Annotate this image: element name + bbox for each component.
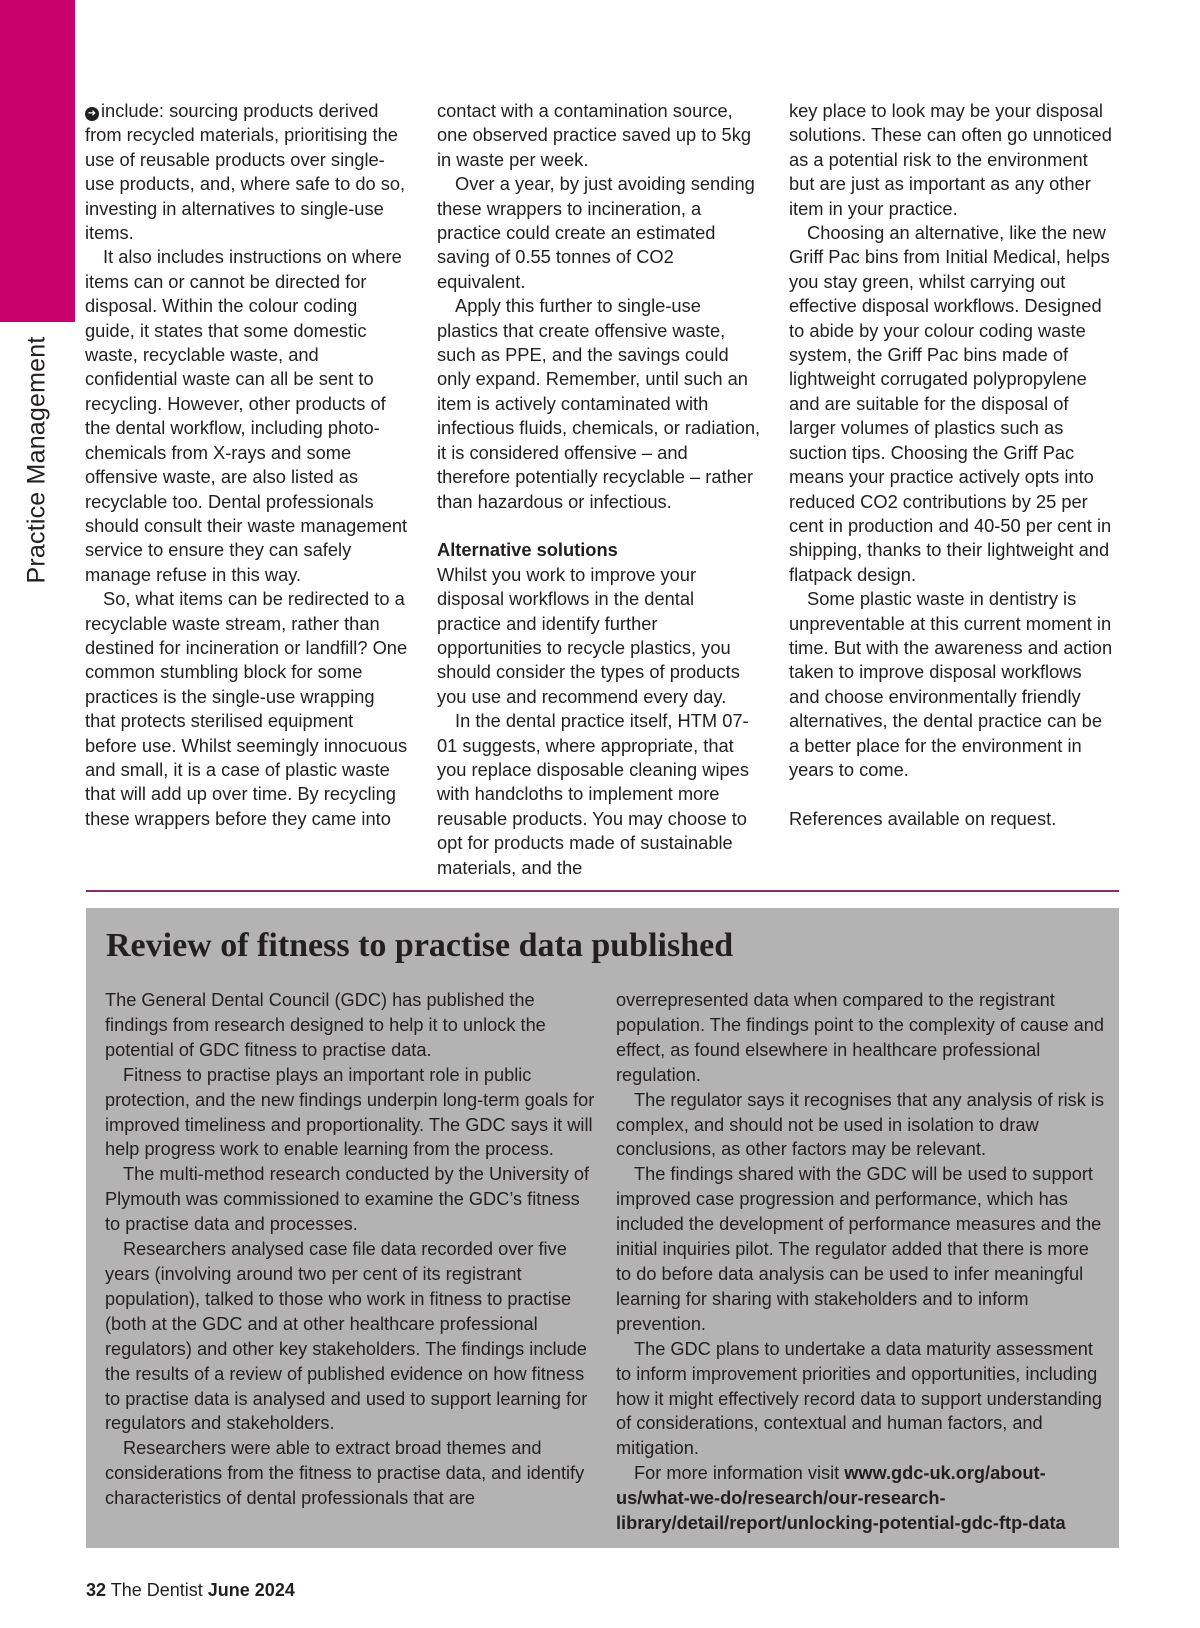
- paragraph: Researchers were able to extract broad themes and considerations from the fitness to practise data, and identify characteristics of dental professionals that are: [105, 1438, 585, 1509]
- paragraph: Fitness to practise plays an important role in public protection, and the new findings underpin long-term goals for improved timeliness and proportionality. The GDC says it will help progress work to enable learning from the process.: [105, 1064, 595, 1160]
- paragraph: So, what items can be redirected to a recyclable waste stream, rather than destined for incineration or landfill? One common stumbling block for some practices is the single-use wrapping that protects sterilised equipment before use. Whilst seemingly innocuous and small, it is a case of plastic waste that will add up over time. By recycling these wrappers before they came into: [85, 588, 408, 829]
- news-box-title: Review of fitness to practise data published: [106, 927, 734, 964]
- article-column-1: [85, 99, 410, 831]
- page-number: 32: [86, 1580, 107, 1600]
- paragraph: In the dental practice itself, HTM 07-01 suggests, where appropriate, that you replace disposable cleaning wipes with handcloths to implement more reusable products. You may choose to opt for products made of sustainable materials, and the: [437, 710, 749, 878]
- paragraph: Apply this further to single-use plastics that create offensive waste, such as PPE, and the savings could only expand. Remember, until such an item is actively contaminated with infectious fluids, chemicals, or radiation, it is considered offensive – and therefore potentially recyclable – rather than hazardous or infectious.: [437, 295, 761, 512]
- paragraph: The General Dental Council (GDC) has published the findings from research designed to help it to unlock the potential of GDC fitness to practise data.: [105, 990, 546, 1060]
- paragraph: Whilst you work to improve your disposal workflows in the dental practice and identify further opportunities to recycle plastics, you should consider the types of products you use and recommend every day.: [437, 563, 740, 707]
- publication-name: The Dentist: [110, 1580, 203, 1600]
- more-info-paragraph: For more information visit www.gdc-uk.org/about-us/what-we-do/research/our-research-library/detail/report/unlocking-potential-gdc-ftp-data: [616, 1463, 1066, 1534]
- paragraph: The regulator says it recognises that any analysis of risk is complex, and should not be used in isolation to draw conclusions, as other factors may be relevant.: [616, 1089, 1105, 1160]
- paragraph: The multi-method research conducted by the University of Plymouth was commissioned to examine the GDC’s fitness to practise data and processes.: [105, 1164, 590, 1235]
- section-divider: [86, 890, 1119, 892]
- paragraph: Choosing an alternative, like the new Griff Pac bins from Initial Medical, helps you stay green, whilst carrying out effective disposal workflows. Designed to abide by your colour coding waste system, the Griff Pac bins made of lightweight corrugated polypropylene and are suitable for the disposal of larger volumes of plastics such as suction tips. Choosing the Griff Pac means your practice actively opts into reduced CO2 contributions by 25 per cent in production and 40-50 per cent in shipping, thanks to their lightweight and flatpack design.: [789, 222, 1112, 585]
- paragraph: ➜ include: sourcing products derived from recycled materials, prioritising the use of reusable products over single-use products, and, where safe to do so, investing in alternatives to single-use items.: [85, 100, 406, 244]
- more-info-link[interactable]: www.gdc-uk.org/about-us/what-we-do/research/our-research-library/detail/report/unlocking-potential-gdc-ftp-data: [616, 1463, 1066, 1534]
- news-column-2: [616, 988, 1106, 1536]
- news-column-1: [105, 988, 595, 1511]
- paragraph: Some plastic waste in dentistry is unpreventable at this current moment in time. But with the awareness and action taken to improve disposal workflows and choose environmentally friendly alternatives, the dental practice can be a better place for the environment in years to come.: [789, 588, 1113, 780]
- news-box: [86, 908, 1119, 1548]
- page-folio: [86, 1580, 295, 1601]
- section-label: Practice Management: [22, 336, 51, 584]
- section-color-bar: [0, 0, 75, 322]
- subheading: Alternative solutions: [437, 539, 618, 561]
- paragraph: key place to look may be your disposal solutions. These can often go unnoticed as a potential risk to the environment but are just as important as any other item in your practice.: [789, 100, 1112, 219]
- issue-date: June 2024: [207, 1580, 295, 1600]
- paragraph: Over a year, by just avoiding sending these wrappers to incineration, a practice could create an estimated saving of 0.55 tonnes of CO2 equivalent.: [437, 173, 755, 292]
- references-note: References available on request.: [789, 807, 1057, 829]
- paragraph: It also includes instructions on where items can or cannot be directed for disposal. Within the colour coding guide, it states that some domestic waste, recyclable waste, and confidential waste can all be sent to recycling. However, other products of the dental workflow, including photo-chemicals from X-rays and some offensive waste, are also listed as recyclable too. Dental professionals should consult their waste management service to ensure they can safely manage refuse in this way.: [85, 246, 408, 585]
- continued-arrow-icon: ➜: [85, 107, 99, 121]
- paragraph: The findings shared with the GDC will be used to support improved case progression and performance, which has included the development of performance measures and the initial inquiries pilot. The regulator added that there is more to do before data analysis can be used to infer meaningful learning for sharing with stakeholders and to inform prevention.: [616, 1164, 1102, 1334]
- article-column-3: [789, 99, 1114, 831]
- paragraph: contact with a contamination source, one observed practice saved up to 5kg in waste per week.: [437, 100, 752, 170]
- paragraph: Researchers analysed case file data recorded over five years (involving around two per cent of its registrant population), talked to those who work in fitness to practise (both at the GDC and at other healthcare professional regulators) and other key stakeholders. The findings include the results of a review of published evidence on how fitness to practise data is analysed and used to support learning for regulators and stakeholders.: [105, 1239, 588, 1434]
- paragraph: overrepresented data when compared to the registrant population. The findings point to the complexity of cause and effect, as found elsewhere in healthcare professional regulation.: [616, 990, 1105, 1085]
- article-column-2: [437, 99, 762, 880]
- paragraph: The GDC plans to undertake a data maturity assessment to inform improvement priorities and opportunities, including how it might effectively record data to support understanding of considerations, contextual and human factors, and mitigation.: [616, 1338, 1102, 1459]
